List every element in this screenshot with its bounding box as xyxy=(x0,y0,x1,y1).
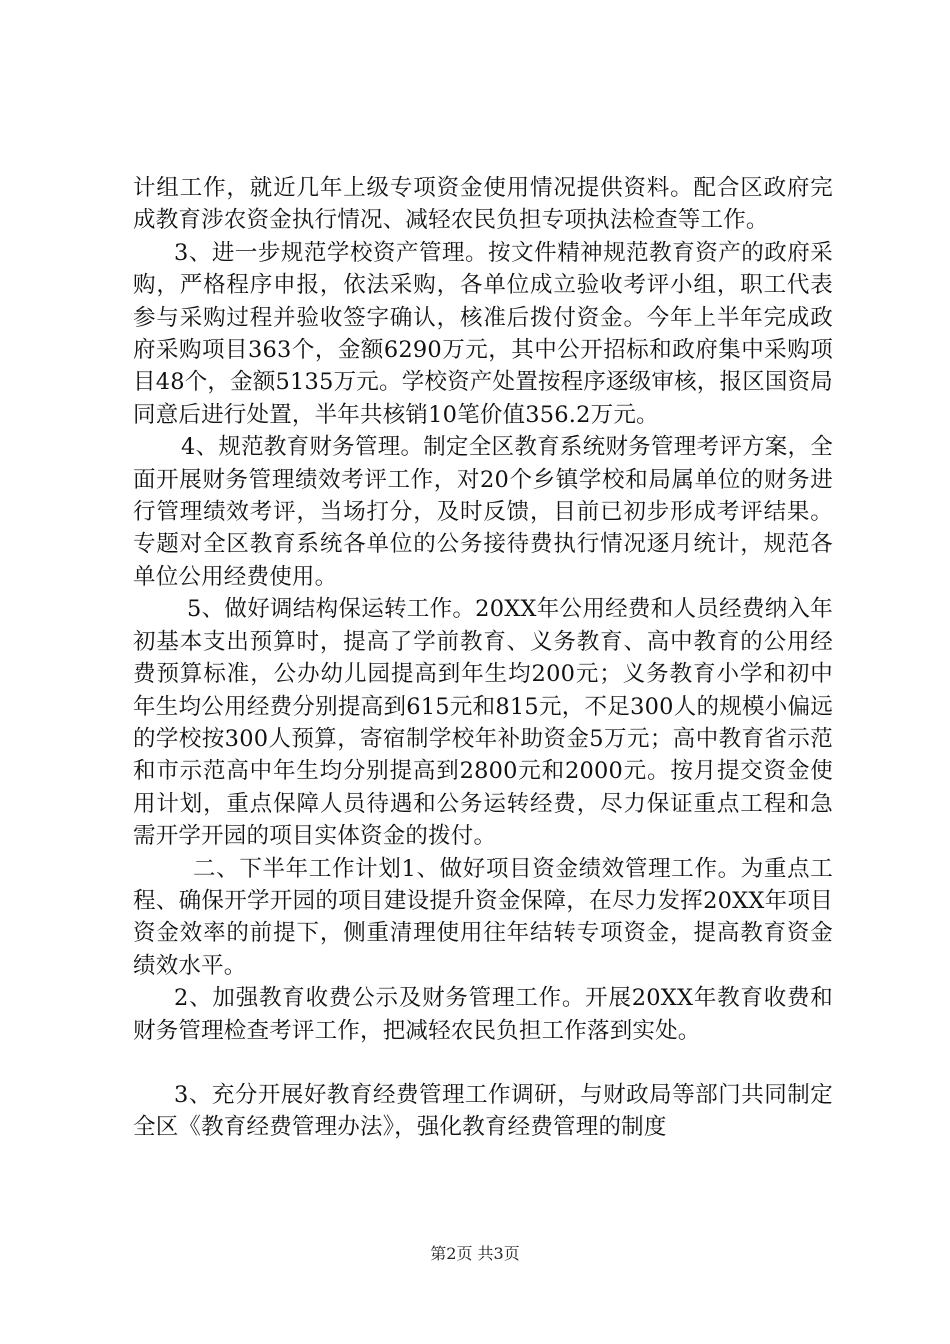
page-number-footer: 第2页 共3页 xyxy=(430,1244,520,1263)
paragraph-finance-management: 4、规范教育财务管理。制定全区教育系统财务管理考评方案，全面开展财务管理绩效考评工作，对20个乡镇学校和局属单位的财务进行管理绩效考评，当场打分，及时反馈，目前已初步形成考评结果。专题对全区教育系统各单位的公务接待费执行情况逐月统计，规范各单位公用经费使用。 xyxy=(133,434,833,590)
paragraph-structure-adjustment: 5、做好调结构保运转工作。20XX年公用经费和人员经费纳入年初基本支出预算时，提高了学前教育、义务教育、高中教育的公用经费预算标准，公办幼儿园提高到年生均200元；义务教育小学和初中年生均公用经费分别提高到615元和815元，不足300人的规模小偏远的学校按300人预算，寄宿制学校年补助资金5万元；高中教育省示范和市示范高中年生均分别提高到2800元和2000元。按月提交资金使用计划，重点保障人员待遇和公务运转经费，尽力保证重点工程和急需开学开园的项目实体资金的拨付。 xyxy=(133,596,833,850)
paragraph-asset-management: 3、进一步规范学校资产管理。按文件精神规范教育资产的政府采购，严格程序申报，依法采购，各单位成立验收考评小组，职工代表参与采购过程并验收签字确认，核准后拨付资金。今年上半年完成政府采购项目363个，金额6290万元，其中公开招标和政府集中采购项目48个，金额5135万元。学校资产处置按程序逐级审核，报区国资局同意后进行处置，半年共核销10笔价值356.2万元。 xyxy=(133,239,833,428)
paragraph-fee-publicity: 2、加强教育收费公示及财务管理工作。开展20XX年教育收费和财务管理检查考评工作，把减轻农民负担工作落到实处。 xyxy=(133,985,833,1044)
document-body xyxy=(133,172,833,1144)
paragraph-continuation: 计组工作，就近几年上级专项资金使用情况提供资料。配合区政府完成教育涉农资金执行情况、减轻农民负担专项执法检查等工作。 xyxy=(133,175,833,234)
paragraph-second-half-plan: 二、下半年工作计划1、做好项目资金绩效管理工作。为重点工程、确保开学开园的项目建设提升资金保障，在尽力发挥20XX年项目资金效率的前提下，侧重清理使用往年结转专项资金，提高教育资金绩效水平。 xyxy=(133,855,833,979)
paragraph-fund-research: 3、充分开展好教育经费管理工作调研，与财政局等部门共同制定全区《教育经费管理办法》，强化教育经费管理的制度 xyxy=(133,1081,833,1141)
